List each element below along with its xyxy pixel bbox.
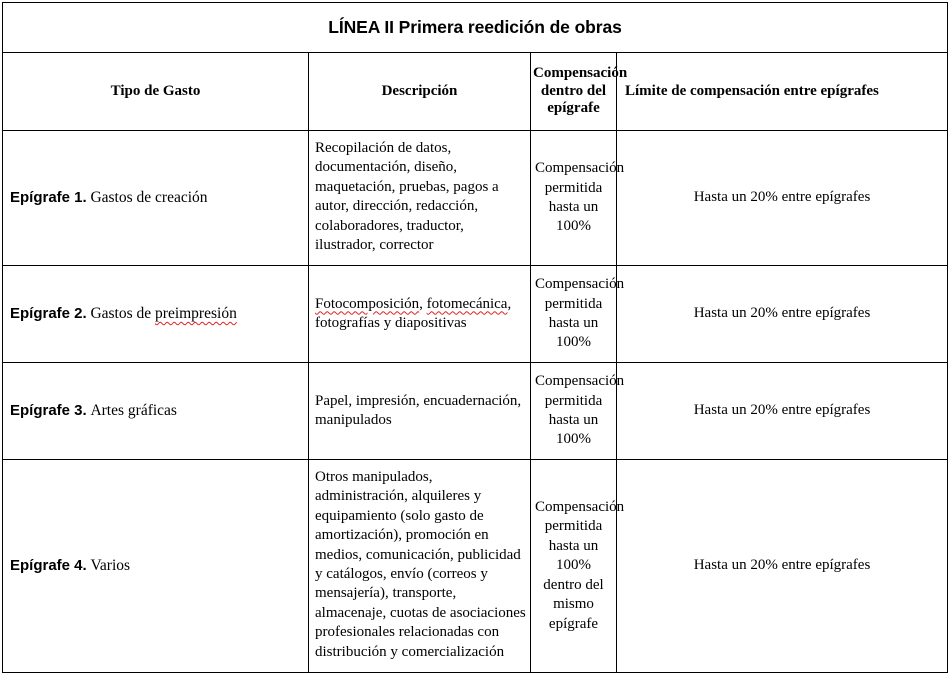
table-row — [3, 131, 948, 266]
descripcion-cell — [309, 266, 531, 363]
header-row — [3, 53, 948, 131]
limite-cell: Hasta un 20% entre epígrafes — [617, 363, 948, 460]
tipo-text: Gastos de creación — [90, 188, 208, 206]
header-tipo-de-gasto: Tipo de Gasto — [3, 53, 309, 131]
epigrafe-label: Epígrafe 4. — [10, 556, 87, 574]
table-row — [3, 363, 948, 460]
spellcheck-flagged-word: fotomecánica — [426, 295, 508, 312]
epigrafe-label: Epígrafe 3. — [10, 401, 87, 419]
title-row — [3, 3, 948, 53]
tipo-cell — [3, 363, 309, 460]
compensacion-cell: Compensación permitida hasta un 100% — [531, 266, 617, 363]
expense-table — [2, 2, 948, 673]
tipo-text: Varios — [90, 556, 131, 574]
tipo-cell — [3, 460, 309, 673]
limite-cell: Hasta un 20% entre epígrafes — [617, 266, 948, 363]
compensacion-cell: Compensación permitida hasta un 100% dentro del mismo epígrafe — [531, 460, 617, 673]
limite-cell: Hasta un 20% entre epígrafes — [617, 131, 948, 266]
tipo-cell — [3, 131, 309, 266]
tipo-text — [90, 305, 236, 322]
tipo-cell — [3, 266, 309, 363]
limite-cell: Hasta un 20% entre epígrafes — [617, 460, 948, 673]
table-row — [3, 266, 948, 363]
header-limite: Límite de compensación entre epígrafes — [617, 53, 948, 131]
spellcheck-flagged-word: preimpresión — [155, 304, 237, 322]
header-descripcion: Descripción — [309, 53, 531, 131]
epigrafe-label: Epígrafe 2. — [10, 304, 87, 322]
descripcion-rest: , fotografías y diapositivas — [315, 295, 512, 331]
header-compensacion — [531, 53, 628, 131]
descripcion-cell: Recopilación de datos, documentación, diseño, maquetación, pruebas, pagos a autor, dirección, redacción, colaboradores, traductor, ilustrador, corrector — [309, 131, 531, 266]
compensacion-cell: Compensación permitida hasta un 100% — [531, 363, 617, 460]
descripcion-cell: Otros manipulados, administración, alquileres y equipamiento (solo gasto de amortización), promoción en medios, comunicación, publicidad y catálogos, envío (correos y mensajería), transporte, almacenaje, cuotas de asociaciones profesionales relacionadas con distribución y comercialización — [309, 460, 531, 673]
header-compensacion-text: Compensación dentro del epígrafe — [533, 65, 628, 117]
tipo-text: Artes gráficas — [90, 401, 177, 419]
tipo-prefix: Gastos de — [90, 304, 156, 322]
descripcion-separator: , — [419, 295, 427, 312]
epigrafe-label: Epígrafe 1. — [10, 188, 87, 206]
table-title: LÍNEA II Primera reedición de obras — [3, 3, 948, 53]
compensacion-cell: Compensación permitida hasta un 100% — [531, 131, 617, 266]
table-row — [3, 460, 948, 673]
descripcion-cell: Papel, impresión, encuadernación, manipulados — [309, 363, 531, 460]
spellcheck-flagged-word: Fotocomposición — [315, 295, 420, 312]
